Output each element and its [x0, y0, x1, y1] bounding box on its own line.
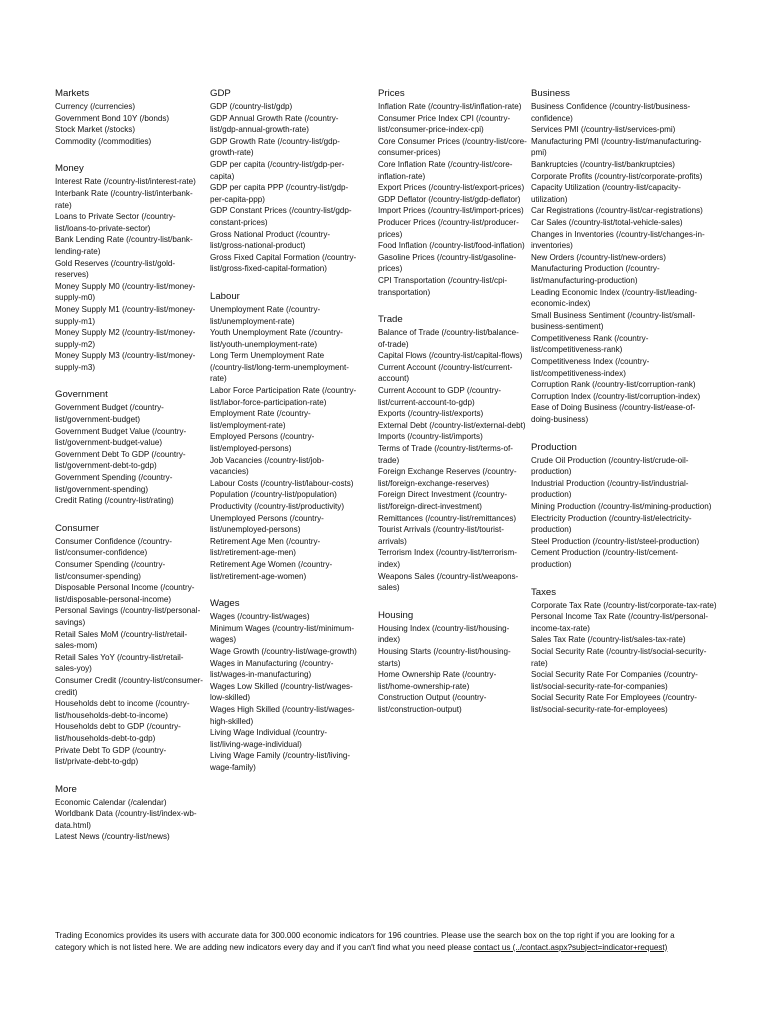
indicator-link[interactable]: Industrial Production (/country-list/industrial-production) — [531, 478, 689, 500]
indicator-link[interactable]: Economic Calendar (/calendar) — [55, 797, 167, 807]
indicator-link[interactable]: Producer Prices (/country-list/producer-prices) — [378, 217, 519, 239]
indicator-link[interactable]: GDP Constant Prices (/country-list/gdp-constant-prices) — [210, 206, 352, 227]
indicator-link[interactable]: Gold Reserves (/country-list/gold-reserves) — [55, 258, 176, 280]
section-title-government: Government — [55, 389, 108, 401]
indicator-link[interactable]: Government Bond 10Y (/bonds) — [55, 113, 170, 123]
footer-text: Trading Economics provides its users with accurate data for 300.000 economic indicators for 196 countries. Please use the search box on the top right if you are looking for a category which is not listed here. We are adding new indicators every day and if you can't find what you need please — [55, 931, 675, 952]
indicator-link[interactable]: Core Inflation Rate (/country-list/core-inflation-rate) — [378, 159, 513, 181]
indicator-link[interactable]: GDP Deflator (/country-list/gdp-deflator) — [378, 194, 521, 204]
column-2 — [210, 88, 360, 773]
indicator-link[interactable]: Government Budget Value (/country-list/government-budget-value) — [55, 426, 187, 448]
indicator-link[interactable]: Commodity (/commodities) — [55, 136, 152, 146]
indicator-link[interactable]: Bankruptcies (/country-list/bankruptcies) — [531, 159, 675, 169]
indicator-link[interactable]: Wages in Manufacturing (/country-list/wages-in-manufacturing) — [210, 658, 334, 680]
indicator-link[interactable]: Labor Force Participation Rate (/country-list/labor-force-participation-rate) — [210, 386, 357, 407]
indicator-link[interactable]: Mining Production (/country-list/mining-production) — [531, 502, 712, 511]
indicator-link[interactable]: CPI Transportation (/country-list/cpi-transportation) — [378, 275, 508, 297]
indicator-link[interactable]: GDP Growth Rate (/country-list/gdp-growth-rate) — [210, 136, 340, 158]
indicator-link[interactable]: Youth Unemployment Rate (/country-list/youth-unemployment-rate) — [210, 328, 343, 349]
indicator-link[interactable]: Wages (/country-list/wages) — [210, 612, 310, 622]
indicator-link[interactable]: Car Sales (/country-list/total-vehicle-sales) — [531, 217, 683, 227]
footer-note — [55, 930, 705, 953]
section-wages — [210, 598, 360, 773]
indicator-link[interactable]: New Orders (/country-list/new-orders) — [531, 252, 666, 262]
indicator-link[interactable]: Consumer Price Index CPI (/country-list/consumer-price-index-cpi) — [378, 113, 511, 135]
indicator-link[interactable]: Unemployed Persons (/country-list/unemployed-persons) — [210, 513, 324, 535]
indicator-link[interactable]: Minimum Wages (/country-list/minimum-wages) — [210, 623, 355, 645]
indicator-link[interactable]: Government Spending (/country-list/government-spending) — [55, 473, 173, 494]
indicator-link[interactable]: Current Account (/country-list/current-account) — [378, 362, 513, 384]
indicator-link[interactable]: Government Debt To GDP (/country-list/government-debt-to-gdp) — [55, 449, 186, 471]
indicator-link[interactable]: Tourist Arrivals (/country-list/tourist-arrivals) — [378, 525, 504, 546]
indicator-link[interactable]: Cement Production (/country-list/cement-production) — [531, 548, 679, 569]
section-title-taxes: Taxes — [531, 586, 557, 598]
indicator-link[interactable]: Stock Market (/stocks) — [55, 125, 136, 135]
section-spacer — [210, 275, 360, 291]
indicator-link[interactable]: Long Term Unemployment Rate (/country-list/long-term-unemployment-rate) — [210, 351, 349, 384]
section-spacer — [378, 298, 528, 314]
section-title-production: Production — [531, 441, 577, 453]
indicator-link[interactable]: Unemployment Rate (/country-list/unemployment-rate) — [210, 304, 321, 326]
indicator-link[interactable]: Current Account to GDP (/country-list/current-account-to-gdp) — [378, 386, 502, 407]
column-3 — [378, 88, 528, 716]
indicator-link[interactable]: Credit Rating (/country-list/rating) — [55, 496, 174, 506]
indicator-link[interactable]: Living Wage Individual (/country-list/living-wage-individual) — [210, 728, 328, 749]
indicator-link[interactable]: Corporate Tax Rate (/country-list/corporate-tax-rate) — [531, 600, 717, 610]
indicator-link[interactable]: Corruption Rank (/country-list/corruption-rank) — [531, 380, 696, 390]
indicator-link[interactable]: Productivity (/country-list/productivity) — [210, 502, 345, 511]
indicator-link[interactable]: Home Ownership Rate (/country-list/home-ownership-rate) — [378, 670, 497, 691]
indicator-link[interactable]: Retail Sales MoM (/country-list/retail-sales-mom) — [55, 629, 188, 651]
indicator-link[interactable]: Loans to Private Sector (/country-list/loans-to-private-sector) — [55, 212, 176, 233]
indicator-link[interactable]: Balance of Trade (/country-list/balance-of-trade) — [378, 328, 519, 349]
section-taxes — [531, 587, 717, 716]
indicator-link[interactable]: Retail Sales YoY (/country-list/retail-sales-yoy) — [55, 652, 184, 674]
indicator-link[interactable]: Gross National Product (/country-list/gross-national-product) — [210, 229, 331, 251]
indicator-link[interactable]: Retirement Age Men (/country-list/retirement-age-men) — [210, 536, 321, 558]
section-spacer — [531, 426, 717, 442]
section-gdp — [210, 88, 360, 275]
indicator-link[interactable]: Housing Index (/country-list/housing-index) — [378, 623, 510, 645]
indicator-link[interactable]: GDP per capita (/country-list/gdp-per-capita) — [210, 159, 345, 181]
indicator-link[interactable]: Food Inflation (/country-list/food-inflation) — [378, 241, 525, 251]
section-spacer — [55, 768, 205, 784]
indicator-link[interactable]: Services PMI (/country-list/services-pmi) — [531, 125, 676, 135]
indicator-link[interactable]: Core Consumer Prices (/country-list/core-consumer-prices) — [378, 136, 527, 158]
indicator-link[interactable]: Import Prices (/country-list/import-prices) — [378, 206, 524, 216]
section-title-prices: Prices — [378, 88, 405, 99]
indicator-link[interactable]: Private Debt To GDP (/country-list/private-debt-to-gdp) — [55, 745, 167, 767]
section-spacer — [55, 507, 205, 523]
section-title-gdp: GDP — [210, 88, 231, 99]
indicator-link[interactable]: Bank Lending Rate (/country-list/bank-lending-rate) — [55, 235, 193, 256]
indicator-link[interactable]: Personal Savings (/country-list/personal-savings) — [55, 606, 201, 627]
indicator-link[interactable]: Changes in Inventories (/country-list/changes-in-inventories) — [531, 229, 705, 251]
indicator-link[interactable]: Disposable Personal Income (/country-list/disposable-personal-income) — [55, 583, 195, 604]
indicator-link[interactable]: Foreign Exchange Reserves (/country-list/foreign-exchange-reserves) — [378, 467, 517, 488]
indicator-link[interactable]: Households debt to income (/country-list/households-debt-to-income) — [55, 699, 190, 720]
indicator-link[interactable]: Competitiveness Rank (/country-list/competitiveness-rank) — [531, 333, 649, 355]
indicator-link[interactable]: Exports (/country-list/exports) — [378, 409, 484, 419]
section-more — [55, 784, 205, 843]
indicator-link[interactable]: Terrorism Index (/country-list/terrorism-index) — [378, 548, 517, 569]
indicator-link[interactable]: Money Supply M0 (/country-list/money-supply-m0) — [55, 281, 196, 303]
section-trade — [378, 314, 528, 594]
indicator-link[interactable]: Foreign Direct Investment (/country-list/foreign-direct-investment) — [378, 490, 508, 511]
section-title-business: Business — [531, 88, 570, 99]
indicator-link[interactable]: Leading Economic Index (/country-list/leading-economic-index) — [531, 287, 698, 309]
indicator-link[interactable]: Job Vacancies (/country-list/job-vacancies) — [210, 455, 325, 477]
indicator-link[interactable]: Terms of Trade (/country-list/terms-of-trade) — [378, 444, 513, 465]
indicator-link[interactable]: Inflation Rate (/country-list/inflation-rate) — [378, 102, 522, 111]
indicator-link[interactable]: Business Confidence (/country-list/business-confidence) — [531, 102, 691, 123]
indicator-link[interactable]: Corporate Profits (/country-list/corporate-profits) — [531, 171, 703, 181]
section-title-markets: Markets — [55, 88, 90, 99]
section-markets — [55, 88, 205, 147]
indicator-link[interactable]: Ease of Doing Business (/country-list/ease-of-doing-business) — [531, 403, 696, 425]
section-title-wages: Wages — [210, 598, 240, 610]
section-labour — [210, 291, 360, 582]
indicator-link[interactable]: Money Supply M3 (/country-list/money-supply-m3) — [55, 351, 196, 372]
indicator-link[interactable]: Competitiveness Index (/country-list/competitiveness-index) — [531, 357, 650, 378]
indicator-link[interactable]: Imports (/country-list/imports) — [378, 432, 483, 442]
section-production — [531, 442, 717, 571]
indicator-link[interactable]: Money Supply M1 (/country-list/money-supply-m1) — [55, 304, 196, 326]
indicator-link[interactable]: Car Registrations (/country-list/car-registrations) — [531, 206, 703, 216]
indicator-link[interactable]: Weapons Sales (/country-list/weapons-sales) — [378, 571, 519, 593]
indicator-link[interactable]: Retirement Age Women (/country-list/retirement-age-women) — [210, 559, 333, 581]
indicator-link[interactable]: Latest News (/country-list/news) — [55, 832, 170, 842]
indicator-link[interactable]: Consumer Spending (/country-list/consumer-spending) — [55, 560, 166, 581]
indicator-link[interactable]: Interbank Rate (/country-list/interbank-rate) — [55, 188, 193, 210]
section-title-housing: Housing — [378, 609, 414, 621]
section-spacer — [210, 582, 360, 598]
indicator-link[interactable]: Consumer Confidence (/country-list/consumer-confidence) — [55, 536, 172, 558]
indicator-link[interactable]: Manufacturing Production (/country-list/manufacturing-production) — [531, 264, 660, 285]
section-title-consumer: Consumer — [55, 522, 100, 534]
indicator-link[interactable]: Housing Starts (/country-list/housing-starts) — [378, 646, 511, 668]
column-1 — [55, 88, 205, 843]
indicator-link[interactable]: Wages High Skilled (/country-list/wages-high-skilled) — [210, 704, 355, 726]
indicator-link[interactable]: Social Security Rate (/country-list/social-security-rate) — [531, 646, 707, 668]
section-title-labour: Labour — [210, 290, 240, 302]
indicator-link[interactable]: External Debt (/country-list/external-debt) — [378, 420, 526, 430]
indicator-link[interactable]: Gasoline Prices (/country-list/gasoline-prices) — [378, 252, 517, 274]
indicator-link[interactable]: GDP (/country-list/gdp) — [210, 102, 293, 111]
indicator-link[interactable]: Employment Rate (/country-list/employment-rate) — [210, 409, 311, 430]
indicator-link[interactable]: GDP per capita PPP (/country-list/gdp-per-capita-ppp) — [210, 183, 349, 204]
indicator-link[interactable]: Electricity Production (/country-list/electricity-production) — [531, 513, 692, 535]
indicator-link[interactable]: Employed Persons (/country-list/employed-persons) — [210, 432, 315, 454]
indicator-link[interactable]: Small Business Sentiment (/country-list/small-business-sentiment) — [531, 310, 696, 332]
indicator-link[interactable]: Sales Tax Rate (/country-list/sales-tax-rate) — [531, 635, 686, 645]
indicator-link[interactable]: Currency (/currencies) — [55, 102, 136, 111]
indicator-link[interactable]: Personal Income Tax Rate (/country-list/personal-income-tax-rate) — [531, 612, 709, 633]
section-housing — [378, 610, 528, 716]
column-4 — [531, 88, 717, 716]
indicator-link[interactable]: Capacity Utilization (/country-list/capacity-utilization) — [531, 183, 681, 204]
section-business — [531, 88, 717, 426]
section-consumer — [55, 523, 205, 768]
indicator-link[interactable]: Remittances (/country-list/remittances) — [378, 513, 517, 523]
section-money — [55, 163, 205, 373]
indicator-link[interactable]: Capital Flows (/country-list/capital-flows) — [378, 351, 523, 361]
indicator-link[interactable]: Manufacturing PMI (/country-list/manufacturing-pmi) — [531, 136, 702, 158]
indicator-link[interactable]: Corruption Index (/country-list/corruption-index) — [531, 391, 701, 401]
section-prices — [378, 88, 528, 298]
indicator-link[interactable]: Government Budget (/country-list/government-budget) — [55, 403, 164, 425]
indicator-link[interactable]: Living Wage Family (/country-list/living-wage-family) — [210, 751, 351, 772]
indicator-link[interactable]: Population (/country-list/population) — [210, 490, 337, 500]
indicator-link[interactable]: Construction Output (/country-list/construction-output) — [378, 693, 487, 714]
indicator-link[interactable]: Social Security Rate For Companies (/country-list/social-security-rate-for-companies) — [531, 670, 698, 691]
section-title-trade: Trade — [378, 314, 403, 326]
section-spacer — [531, 571, 717, 587]
indicator-link[interactable]: Wage Growth (/country-list/wage-growth) — [210, 646, 357, 656]
indicator-link[interactable]: GDP Annual Growth Rate (/country-list/gdp-annual-growth-rate) — [210, 113, 339, 135]
indicator-link[interactable]: Crude Oil Production (/country-list/crude-oil-production) — [531, 455, 689, 477]
indicator-link[interactable]: Gross Fixed Capital Formation (/country-list/gross-fixed-capital-formation) — [210, 252, 357, 274]
indicator-link[interactable]: Interest Rate (/country-list/interest-rate) — [55, 177, 196, 187]
section-title-more: More — [55, 783, 77, 795]
indicator-link[interactable]: Export Prices (/country-list/export-prices) — [378, 183, 525, 193]
indicator-link[interactable]: Consumer Credit (/country-list/consumer-credit) — [55, 675, 203, 697]
section-spacer — [378, 594, 528, 610]
indicator-link[interactable]: Steel Production (/country-list/steel-production) — [531, 536, 700, 546]
section-spacer — [55, 373, 205, 389]
indicator-link[interactable]: Labour Costs (/country-list/labour-costs) — [210, 478, 354, 488]
indicator-link[interactable]: Worldbank Data (/country-list/index-wb-data.html) — [55, 809, 197, 830]
contact-us-link[interactable]: contact us (../contact.aspx?subject=indicator+request) — [473, 942, 668, 952]
section-title-money: Money — [55, 163, 84, 175]
section-spacer — [55, 147, 205, 163]
indicator-link[interactable]: Wages Low Skilled (/country-list/wages-low-skilled) — [210, 681, 353, 703]
indicator-link[interactable]: Households debt to GDP (/country-list/households-debt-to-gdp) — [55, 722, 181, 743]
indicator-link[interactable]: Money Supply M2 (/country-list/money-supply-m2) — [55, 328, 196, 349]
indicator-link[interactable]: Social Security Rate For Employees (/country-list/social-security-rate-for-employees) — [531, 693, 697, 714]
section-government — [55, 389, 205, 506]
